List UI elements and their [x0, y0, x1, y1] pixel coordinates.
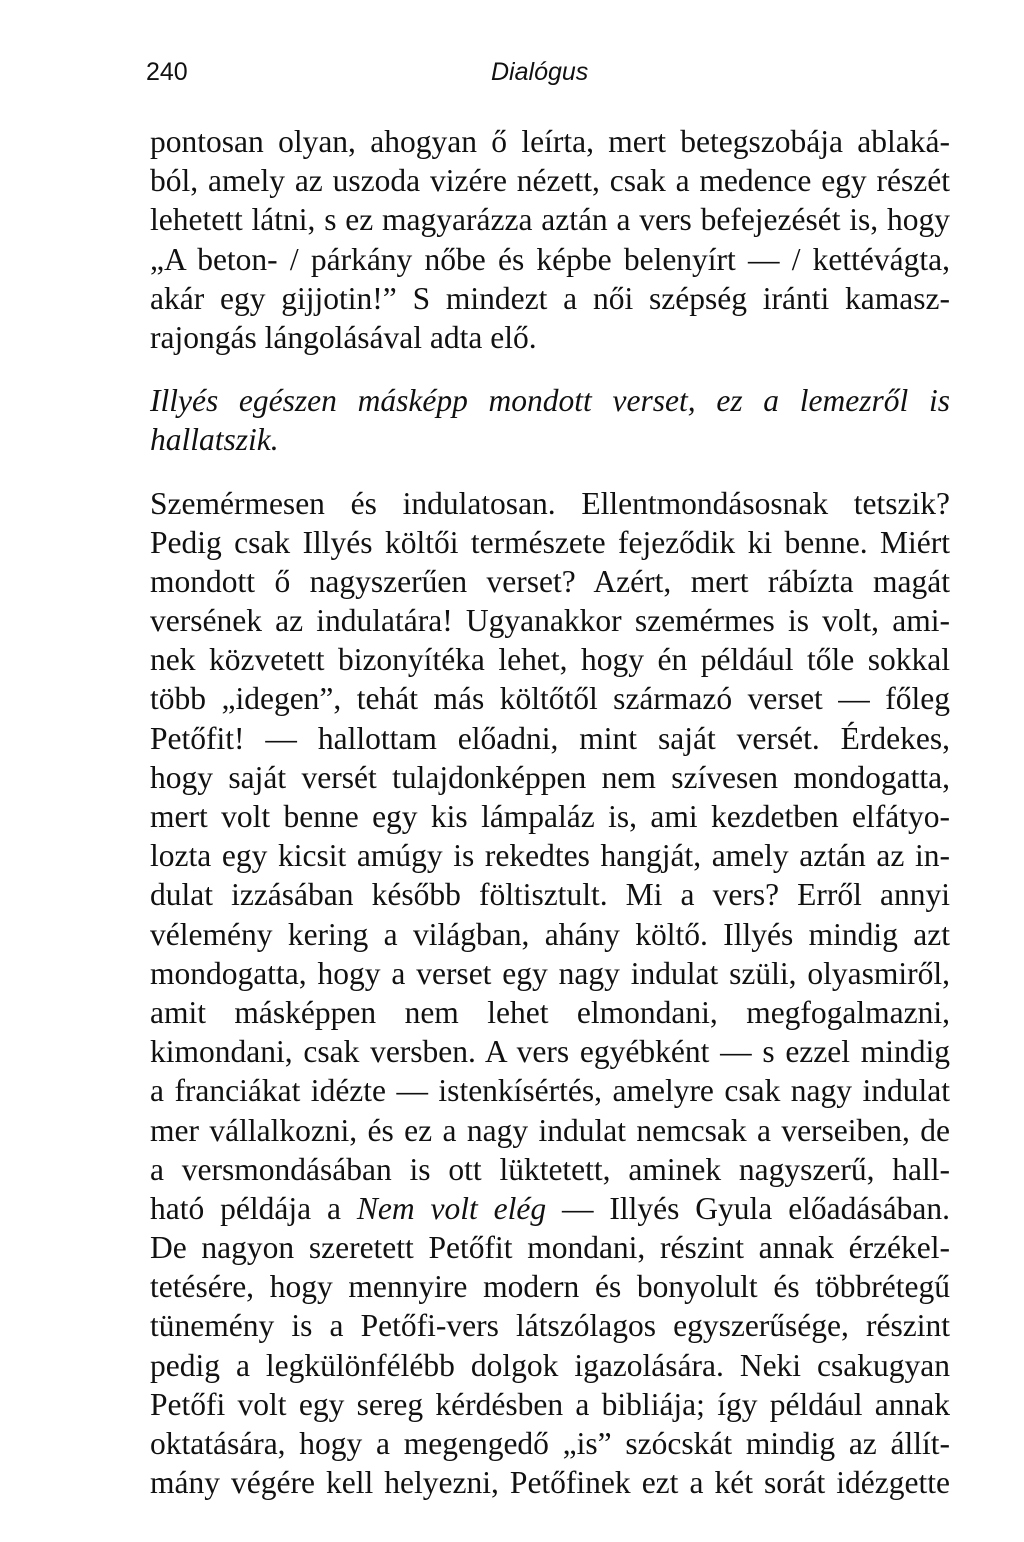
- text-line: Petőfi volt egy sereg kérdésben a bibliája; így például annak: [150, 1386, 950, 1422]
- text-line-with-title: [150, 1189, 950, 1228]
- body-text: [150, 122, 950, 1502]
- text-line: tetésére, hogy mennyire modern és bonyolult és többrétegű: [150, 1269, 950, 1305]
- text-line: rajongás lángolásával adta elő.: [150, 319, 537, 355]
- question-paragraph: [150, 381, 950, 459]
- text-line: mer vállalkozni, és ez a nagy indulat nemcsak a verseiben, de: [150, 1112, 950, 1148]
- running-title: Dialógus: [491, 58, 589, 86]
- text-line: pontosan olyan, ahogyan ő leírta, mert betegszobája ablaká-: [150, 124, 950, 159]
- text-line: „A beton- / párkány nőbe és képbe belenyírt — / kettévágta,: [150, 241, 950, 277]
- text-segment: ható példája a: [150, 1190, 357, 1226]
- question-line: Illyés egészen másképp mondott verset, ez a lemezről is: [150, 383, 950, 419]
- text-line: lehetett látni, s ez magyarázza aztán a vers befejezését is, hogy: [150, 202, 950, 238]
- text-line: tünemény is a Petőfi-vers látszólagos egyszerűsége, részint: [150, 1308, 950, 1344]
- text-line: Szemérmesen és indulatosan. Ellentmondásosnak tetszik?: [150, 485, 950, 521]
- text-line: akár egy gijjotin!” S mindezt a női szépség iránti kamasz-: [150, 280, 950, 316]
- text-line: amit másképpen nem lehet elmondani, megfogalmazni,: [150, 994, 950, 1030]
- text-line: mány végére kell helyezni, Petőfinek ezt a két sorát idézgette: [150, 1465, 950, 1501]
- text-line: oktatására, hogy a megengedő „is” szócskát mindig az állít-: [150, 1426, 950, 1461]
- text-line: hogy saját versét tulajdonképpen nem szívesen mondogatta,: [150, 759, 950, 795]
- text-line: vélemény kering a világban, ahány költő. Illyés mindig azt: [150, 916, 950, 952]
- text-line: pedig a legkülönfélébb dolgok igazolására. Neki csakugyan: [150, 1347, 950, 1383]
- poem-title: Nem volt elég: [356, 1190, 547, 1226]
- text-line: nek közvetett bizonyítéka lehet, hogy én például tőle sokkal: [150, 642, 950, 678]
- text-line: De nagyon szeretett Petőfit mondani, részint annak érzékel-: [150, 1230, 950, 1266]
- text-line: a franciákat idézte — istenkísértés, amelyre csak nagy indulat: [150, 1073, 950, 1109]
- paragraph-3: [150, 484, 950, 1503]
- running-head: [146, 58, 950, 88]
- paragraph-1: [150, 122, 950, 357]
- text-segment: — Illyés Gyula előadásában.: [546, 1190, 950, 1226]
- text-line: mert volt benne egy kis lámpaláz is, ami kezdetben elfátyo-: [150, 799, 950, 834]
- text-line: a versmondásában is ott lüktetett, aminek nagyszerű, hall-: [150, 1151, 950, 1187]
- text-line: kimondani, csak versben. A vers egyébként — s ezzel mindig: [150, 1034, 950, 1070]
- text-line: Petőfit! — hallottam előadni, mint saját versét. Érdekes,: [150, 720, 950, 756]
- text-line: mondott ő nagyszerűen verset? Azért, mert rábízta magát: [150, 563, 950, 599]
- text-line: dulat izzásában később föltisztult. Mi a vers? Erről annyi: [150, 877, 950, 913]
- text-line: mondogatta, hogy a verset egy nagy indulat szüli, olyasmiről,: [150, 955, 950, 991]
- text-line: több „idegen”, tehát más költőtől származó verset — főleg: [150, 681, 950, 717]
- text-line: Pedig csak Illyés költői természete fejeződik ki benne. Miért: [150, 524, 950, 560]
- text-line: ból, amely az uszoda vizére nézett, csak a medence egy részét: [150, 163, 950, 199]
- text-line: lozta egy kicsit amúgy is rekedtes hangját, amely aztán az in-: [150, 838, 950, 874]
- question-line: hallatszik.: [150, 422, 279, 458]
- text-line: versének az indulatára! Ugyanakkor szemérmes is volt, ami-: [150, 603, 950, 639]
- page-number: 240: [146, 58, 188, 86]
